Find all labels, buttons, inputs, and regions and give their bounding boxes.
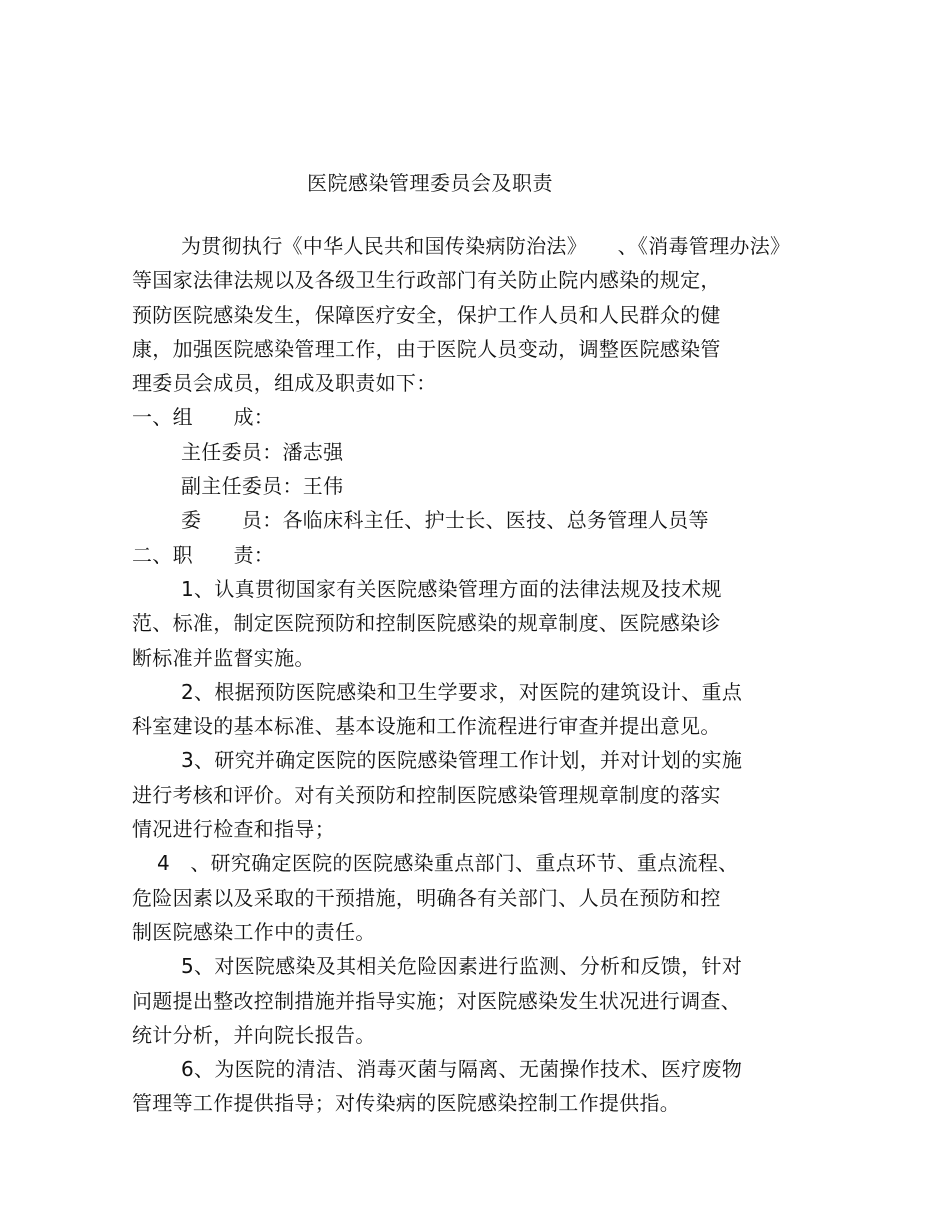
duty-5-line-1: 5、对医院感染及其相关危险因素进行监测、分析和反馈，针对: [181, 954, 743, 979]
member-deputy-director: 副主任委员：王伟: [181, 474, 344, 499]
duty-5-line-2: 问题提出整改控制措施并指导实施；对医院感染发生状况进行调查、: [132, 988, 741, 1013]
section-heading-composition: 一、组 成：: [132, 405, 275, 430]
intro-line-3: 预防医院感染发生，保障医疗安全，保护工作人员和人民群众的健: [132, 302, 721, 327]
document-title: 医院感染管理委员会及职责: [307, 171, 553, 195]
duty-6-line-2: 管理等工作提供指导；对传染病的医院感染控制工作提供指。: [132, 1091, 681, 1116]
intro-line-1: 为贯彻执行《中华人民共和国传染病防治法》 、《消毒管理办法》: [181, 234, 791, 258]
duty-3-line-2: 进行考核和评价。对有关预防和控制医院感染管理规章制度的落实: [132, 782, 721, 807]
member-committee: 委 员：各临床科主任、护士长、医技、总务管理人员等: [181, 508, 709, 533]
duty-3-line-1: 3、研究并确定医院的医院感染管理工作计划，并对计划的实施: [181, 748, 743, 773]
duty-2-line-2: 科室建设的基本标准、基本设施和工作流程进行审查并提出意见。: [132, 714, 721, 739]
duty-4-line-3: 制医院感染工作中的责任。: [132, 919, 376, 944]
document-body: [132, 229, 852, 1121]
intro-line-4: 康，加强医院感染管理工作，由于医院人员变动，调整医院感染管: [132, 336, 721, 361]
duty-1-line-2: 范、标准，制定医院预防和控制医院感染的规章制度、医院感染诊: [132, 611, 721, 636]
duty-1-line-1: 1、认真贯彻国家有关医院感染管理方面的法律法规及技术规: [181, 576, 722, 601]
duty-4-line-2: 危险因素以及采取的干预措施，明确各有关部门、人员在预防和控: [132, 885, 721, 910]
duty-2-line-1: 2、根据预防医院感染和卫生学要求，对医院的建筑设计、重点: [181, 679, 743, 704]
member-director: 主任委员：潘志强: [181, 439, 344, 464]
duty-3-line-3: 情况进行检查和指导；: [132, 817, 335, 842]
section-heading-duties: 二、职 责：: [132, 542, 275, 567]
intro-line-5: 理委员会成员，组成及职责如下：: [132, 371, 437, 396]
duty-4-line-1: 4 、研究确定医院的医院感染重点部门、重点环节、重点流程、: [157, 851, 739, 876]
duty-1-line-3: 断标准并监督实施。: [132, 645, 315, 670]
intro-line-2: 等国家法律法规以及各级卫生行政部门有关防止院内感染的规定，: [132, 268, 721, 293]
duty-6-line-1: 6、为医院的清洁、消毒灭菌与隔离、无菌操作技术、医疗废物: [181, 1057, 743, 1082]
duty-5-line-3: 统计分析，并向院长报告。: [132, 1022, 376, 1047]
